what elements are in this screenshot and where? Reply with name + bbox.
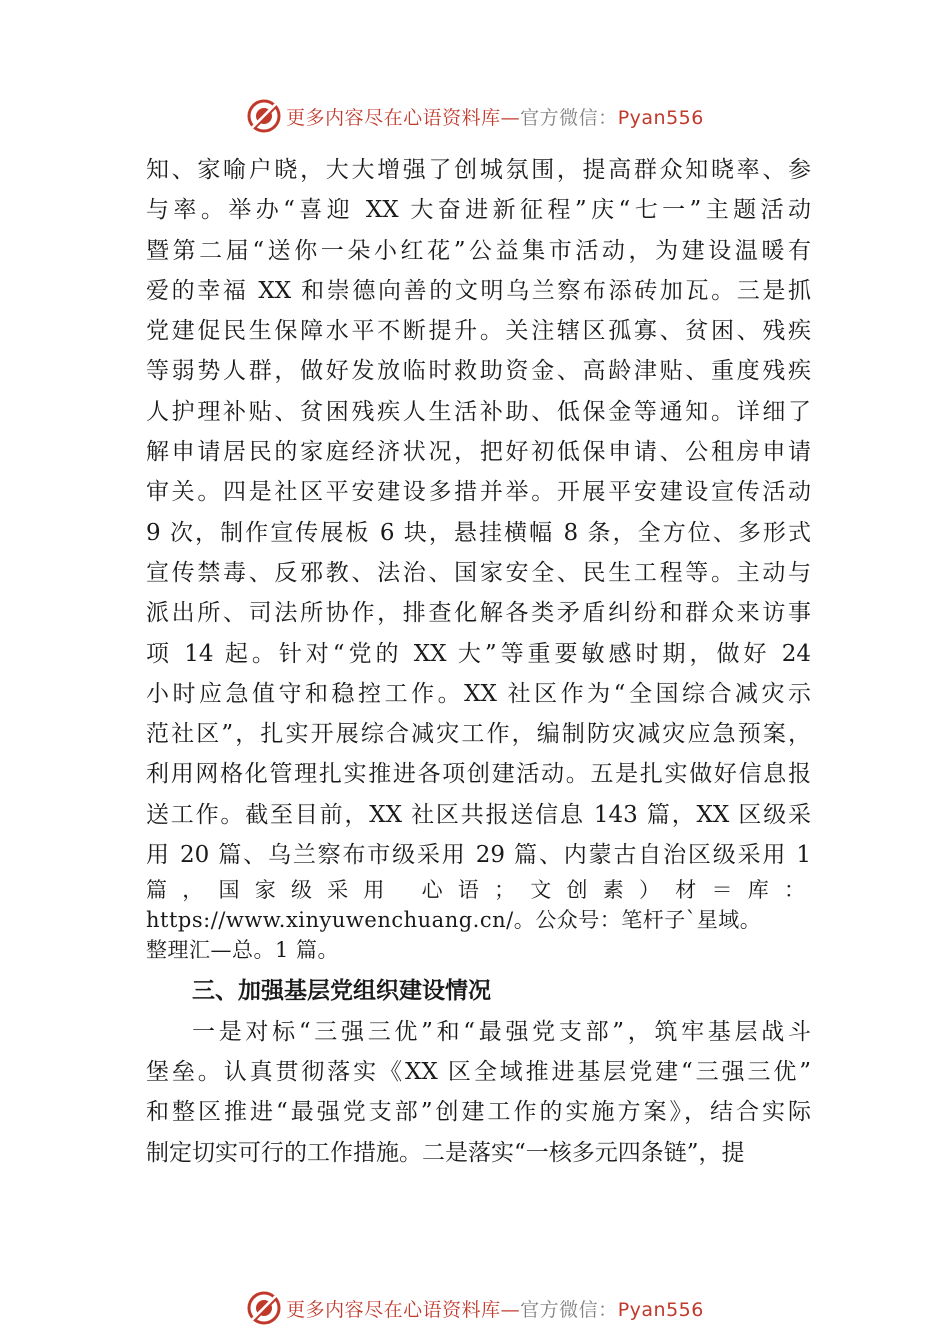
header-banner (0, 94, 950, 138)
body-line: 暨第二届“送你一朵小红花”公益集市活动，为建设温暖有 (146, 237, 811, 264)
body-line: 利用网格化管理扎实推进各项创建活动。五是扎实做好信息报 (146, 761, 811, 788)
body-line: 小时应急值守和稳控工作。XX 社区作为“全国综合减灾示 (146, 680, 811, 707)
body-line: 9 次，制作宣传展板 6 块，悬挂横幅 8 条，全方位、多形式 (146, 519, 811, 546)
brand-logo-icon (246, 98, 282, 134)
section-heading: 三、加强基层党组织建设情况 (192, 978, 491, 1005)
section-line: 一是对标“三强三优”和“最强党支部”，筑牢基层战斗 (192, 1018, 811, 1045)
footer-banner-id: Pyan556 (617, 1298, 704, 1321)
body-line: 解申请居民的家庭经济状况，把好初低保申请、公租房申请 (146, 439, 811, 466)
body-line: 送工作。截至目前，XX 社区共报送信息 143 篇，XX 区级采 (146, 801, 811, 828)
body-line: 人护理补贴、贫困残疾人生活补助、低保金等通知。详细了 (146, 398, 811, 425)
body-line: 用 20 篇、乌兰察布市级采用 29 篇、内蒙古自治区级采用 1 (146, 842, 811, 869)
watermark-line: https://www.xinyuwenchuang.cn/。公众号：笔杆子`星域。 (146, 908, 762, 933)
header-banner-wechat: 官方微信： (520, 106, 618, 129)
watermark-line: 整理汇—总。1 篇。 (146, 938, 340, 963)
body-line: 爱的幸福 XX 和崇德向善的文明乌兰察布添砖加瓦。三是抓 (146, 277, 811, 304)
body-line: 等弱势人群，做好发放临时救助资金、高龄津贴、重度残疾 (146, 358, 811, 385)
body-line: 项 14 起。针对“党的 XX 大”等重要敏感时期，做好 24 (146, 640, 811, 667)
footer-banner (0, 1286, 950, 1330)
document-body (146, 150, 811, 1173)
body-line: 宣传禁毒、反邪教、法治、国家安全、民生工程等。主动与 (146, 559, 811, 586)
footer-banner-main: 更多内容尽在心语资料库— (286, 1298, 521, 1321)
section-line: 堡垒。认真贯彻落实《XX 区全域推进基层党建“三强三优” (146, 1058, 811, 1085)
watermark-line: 篇，国家级采用 心语；文创素）材＝库： (146, 878, 811, 903)
header-banner-main: 更多内容尽在心语资料库— (286, 106, 521, 129)
header-banner-text (286, 103, 704, 130)
body-line: 知、家喻户晓，大大增强了创城氛围，提高群众知晓率、参 (146, 157, 811, 183)
footer-banner-text (286, 1295, 704, 1322)
header-banner-id: Pyan556 (617, 106, 704, 129)
body-line: 审关。四是社区平安建设多措并举。开展平安建设宣传活动 (146, 479, 811, 506)
brand-logo-icon (246, 1290, 282, 1326)
body-line: 党建促民生保障水平不断提升。关注辖区孤寡、贫困、残疾 (146, 318, 811, 345)
footer-banner-wechat: 官方微信： (520, 1298, 618, 1321)
section-line: 和整区推进“最强党支部”创建工作的实施方案》，结合实际 (146, 1099, 811, 1126)
section-line: 制定切实可行的工作措施。二是落实“一核多元四条链”，提 (146, 1139, 745, 1166)
body-line: 与率。举办“喜迎 XX 大奋进新征程”庆“七一”主题活动 (146, 197, 811, 224)
body-line: 派出所、司法所协作，排查化解各类矛盾纠纷和群众来访事 (146, 600, 811, 627)
body-line: 范社区”，扎实开展综合减灾工作，编制防灾减灾应急预案， (146, 721, 811, 748)
